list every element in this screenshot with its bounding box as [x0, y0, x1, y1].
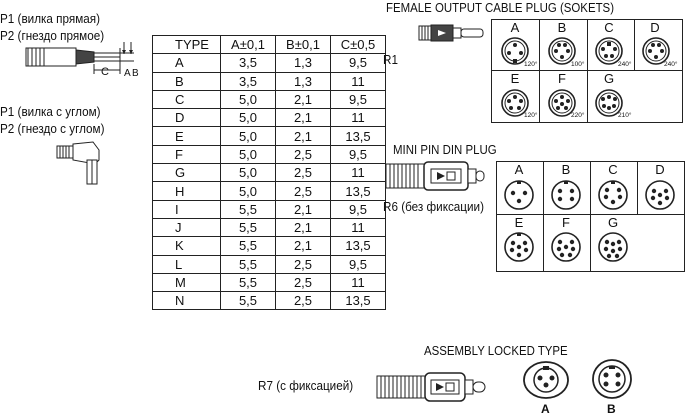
socket-letter-b: B	[557, 20, 567, 35]
b-cell: 2,1	[276, 127, 331, 145]
female-plug-title: FEMALE OUTPUT CABLE PLUG (SOKETS)	[386, 0, 615, 15]
spec-table	[152, 35, 386, 310]
din-letter-e: E	[514, 215, 524, 230]
din-socket-e-icon	[505, 233, 533, 261]
a-cell: 5,5	[221, 292, 276, 310]
b-cell: 2,1	[276, 90, 331, 108]
socket-angle-d: 240°	[664, 61, 678, 68]
b-cell: 2,5	[276, 273, 331, 291]
a-cell: 3,5	[221, 54, 276, 72]
mini-din-ref: R6 (без фиксации)	[383, 199, 484, 214]
p1-straight-label: P1 (вилка прямая)	[0, 11, 100, 26]
p2-straight-label: P2 (гнездо прямое)	[0, 28, 105, 43]
c-cell: 9,5	[331, 145, 386, 163]
table-row	[153, 237, 386, 255]
table-row	[153, 273, 386, 291]
c-cell: 11	[331, 109, 386, 127]
c-cell: 9,5	[331, 200, 386, 218]
c-cell: 13,5	[331, 182, 386, 200]
a-cell: 3,5	[221, 72, 276, 90]
table-row	[153, 72, 386, 90]
female-socket-icons	[491, 19, 681, 121]
header-type: TYPE	[153, 36, 221, 54]
type-cell: I	[153, 200, 221, 218]
b-cell: 2,5	[276, 164, 331, 182]
a-cell: 5,0	[221, 145, 276, 163]
a-cell: 5,0	[221, 109, 276, 127]
b-cell: 2,5	[276, 182, 331, 200]
table-row	[153, 218, 386, 236]
table-row	[153, 127, 386, 145]
a-cell: 5,5	[221, 218, 276, 236]
socket-letter-c: C	[604, 20, 614, 35]
table-row	[153, 145, 386, 163]
a-cell: 5,5	[221, 273, 276, 291]
type-cell: L	[153, 255, 221, 273]
header-b: B±0,1	[276, 36, 331, 54]
socket-letter-e: E	[510, 71, 520, 86]
b-cell: 2,1	[276, 237, 331, 255]
type-cell: D	[153, 109, 221, 127]
type-cell: G	[153, 164, 221, 182]
header-c: C±0,5	[331, 36, 386, 54]
table-row	[153, 255, 386, 273]
type-cell: B	[153, 72, 221, 90]
type-cell: C	[153, 90, 221, 108]
din-letter-f: F	[562, 215, 570, 230]
din-socket-b-icon	[552, 181, 580, 209]
type-cell: E	[153, 127, 221, 145]
b-cell: 2,5	[276, 255, 331, 273]
c-cell: 11	[331, 273, 386, 291]
locked-connector-b-icon	[588, 358, 636, 400]
b-cell: 2,1	[276, 109, 331, 127]
table-row	[153, 292, 386, 310]
locked-letter-a: A	[541, 402, 550, 416]
c-cell: 13,5	[331, 127, 386, 145]
socket-letter-a: A	[510, 20, 520, 35]
c-cell: 9,5	[331, 54, 386, 72]
table-row	[153, 109, 386, 127]
c-cell: 11	[331, 72, 386, 90]
mini-din-socket-icons	[496, 161, 683, 270]
p1-angled-label: P1 (вилка с углом)	[0, 104, 101, 119]
socket-letter-g: G	[603, 71, 615, 86]
female-plug-drawing	[418, 22, 488, 44]
mini-din-drawing	[385, 160, 489, 192]
a-cell: 5,5	[221, 255, 276, 273]
table-row	[153, 182, 386, 200]
b-cell: 1,3	[276, 72, 331, 90]
b-cell: 2,1	[276, 218, 331, 236]
locked-ref: R7 (с фиксацией)	[258, 378, 354, 393]
angled-plug-drawing	[55, 138, 105, 188]
type-cell: A	[153, 54, 221, 72]
b-cell: 1,3	[276, 54, 331, 72]
din-socket-a-icon	[505, 181, 533, 209]
female-plug-ref: R1	[383, 52, 398, 67]
dim-a-label: A	[124, 68, 131, 79]
locked-plug-drawing	[376, 372, 492, 402]
socket-angle-b: 100°	[571, 61, 585, 68]
table-row	[153, 90, 386, 108]
socket-letter-f: F	[558, 71, 566, 86]
c-cell: 13,5	[331, 237, 386, 255]
din-letter-b: B	[561, 162, 571, 177]
header-a: A±0,1	[221, 36, 276, 54]
type-cell: N	[153, 292, 221, 310]
c-cell: 9,5	[331, 255, 386, 273]
table-row	[153, 200, 386, 218]
socket-angle-g: 210°	[618, 112, 632, 119]
din-letter-a: A	[514, 162, 524, 177]
socket-angle-f: 220°	[571, 112, 585, 119]
type-cell: J	[153, 218, 221, 236]
a-cell: 5,0	[221, 164, 276, 182]
locked-title: ASSEMBLY LOCKED TYPE	[424, 343, 568, 358]
c-cell: 13,5	[331, 292, 386, 310]
a-cell: 5,0	[221, 90, 276, 108]
a-cell: 5,5	[221, 200, 276, 218]
socket-angle-c: 240°	[618, 61, 632, 68]
din-letter-c: C	[608, 162, 618, 177]
din-letter-d: D	[655, 162, 665, 177]
table-row	[153, 54, 386, 72]
din-socket-c-icon	[599, 181, 627, 209]
din-letter-g: G	[607, 215, 619, 230]
b-cell: 2,5	[276, 145, 331, 163]
type-cell: H	[153, 182, 221, 200]
a-cell: 5,0	[221, 182, 276, 200]
a-cell: 5,5	[221, 237, 276, 255]
table-row	[153, 164, 386, 182]
din-socket-f-icon	[552, 233, 580, 261]
table-header-row	[153, 36, 386, 54]
type-cell: M	[153, 273, 221, 291]
b-cell: 2,5	[276, 292, 331, 310]
a-cell: 5,0	[221, 127, 276, 145]
locked-letter-b: B	[607, 402, 616, 416]
p2-angled-label: P2 (гнездо с углом)	[0, 121, 105, 136]
locked-connector-a-icon	[522, 360, 570, 400]
dim-c-label: C	[101, 66, 109, 78]
type-cell: K	[153, 237, 221, 255]
b-cell: 2,1	[276, 200, 331, 218]
din-socket-d-icon	[646, 181, 674, 209]
mini-din-title: MINI PIN DIN PLUG	[393, 142, 497, 157]
c-cell: 9,5	[331, 90, 386, 108]
din-socket-g-icon	[599, 233, 627, 261]
socket-letter-d: D	[650, 20, 660, 35]
socket-angle-e: 120°	[524, 112, 538, 119]
type-cell: F	[153, 145, 221, 163]
c-cell: 11	[331, 164, 386, 182]
c-cell: 11	[331, 218, 386, 236]
socket-angle-a: 120°	[524, 61, 538, 68]
dim-b-label: B	[132, 68, 139, 79]
